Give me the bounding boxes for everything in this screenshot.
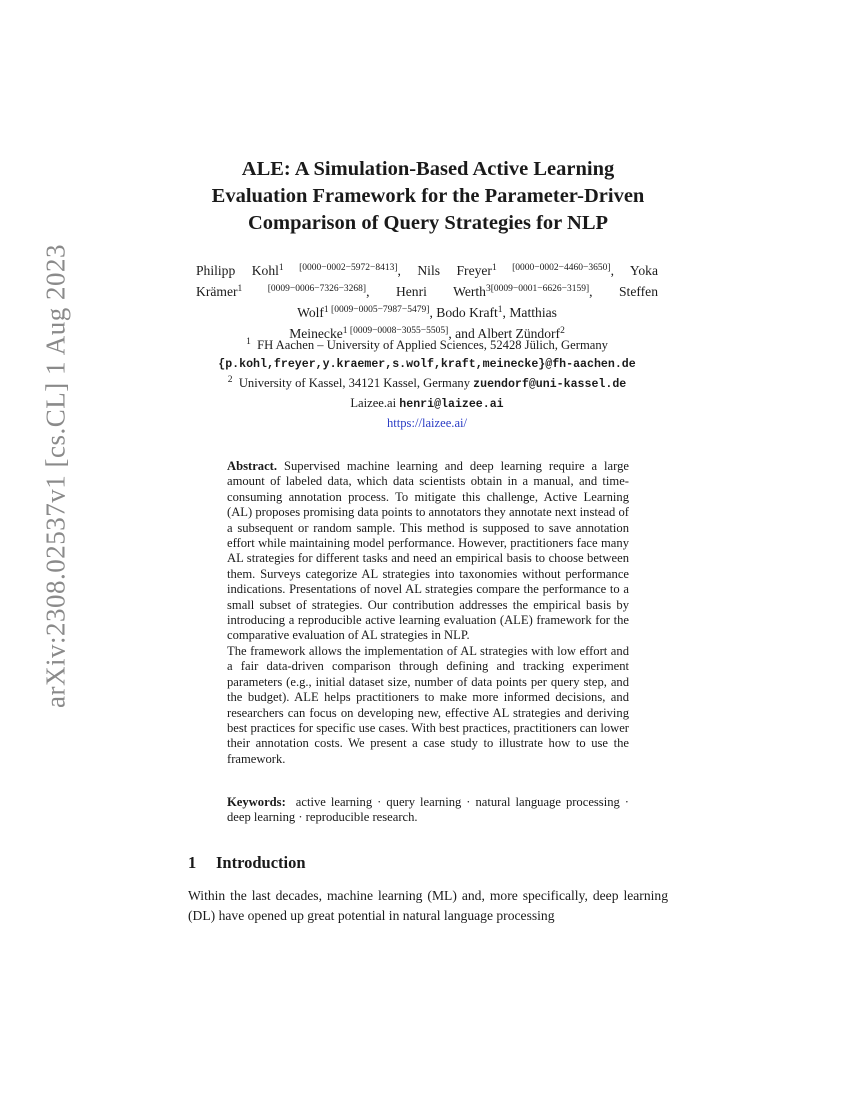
author-kohl-orcid: 1 [0000−0002−5972−8413] [278, 263, 398, 273]
affiliation-3-url-row [190, 414, 664, 432]
author-kraemer-first: , Yoka [610, 263, 658, 278]
affiliation-2-mark: 2 [227, 375, 233, 385]
author-werth-orcid: 3[0009−0001−6626−3159] [485, 284, 590, 294]
author-line-1 [196, 260, 658, 281]
keywords [227, 795, 629, 826]
author-meinecke-orcid: 1 [0009−0008−3055−5505] [342, 326, 449, 336]
arxiv-identifier: arXiv:2308.02537v1 [cs.CL] 1 Aug 2023 [40, 244, 71, 708]
affiliation-3-url-link[interactable]: https://laizee.ai/ [386, 416, 468, 430]
affiliations [190, 336, 664, 432]
author-zuendorf: , and Albert Zündorf [448, 326, 561, 341]
author-freyer-orcid: 1 [0000−0002−4460−3650] [491, 263, 611, 273]
affiliation-1-mark: 1 [246, 337, 251, 347]
author-freyer: , Nils Freyer [397, 263, 492, 278]
author-werth: , Henri Werth [366, 284, 486, 299]
author-meinecke-last: Meinecke [289, 326, 343, 341]
author-list [196, 260, 658, 344]
author-kraft: , Bodo Kraft [429, 305, 498, 320]
author-line-2 [196, 281, 658, 302]
intro-paragraph: Within the last decades, machine learning (ML) and, more specifically, deep learning (DL) have opened up great potential in natural language processing [188, 888, 668, 923]
title-line-1: ALE: A Simulation-Based Active Learning [241, 158, 615, 180]
keywords-text: active learning · query learning · natural language processing · deep learning · reproducible research. [227, 795, 630, 825]
author-line-3 [196, 302, 658, 323]
keywords-label: Keywords: [227, 795, 286, 809]
section-title: Introduction [216, 853, 306, 872]
section-number: 1 [188, 853, 197, 872]
author-kraemer-orcid: 1 [0009−0006−7326−3268] [237, 284, 367, 294]
affiliation-3 [190, 394, 664, 414]
paper-title [150, 156, 706, 237]
affiliation-2-email[interactable]: zuendorf@uni-kassel.de [473, 378, 627, 391]
abstract [227, 459, 629, 767]
author-zuendorf-mark: 2 [560, 326, 565, 336]
author-wolf-first: , Steffen [589, 284, 658, 299]
abstract-paragraph-1 [227, 459, 629, 644]
affiliation-1-emails-row [190, 354, 664, 374]
author-meinecke-first: , Matthias [502, 305, 557, 320]
affiliation-1-text: FH Aachen – University of Applied Sciences, 52428 Jülich, Germany [257, 338, 608, 352]
affiliation-1-emails[interactable]: {p.kohl,freyer,y.kraemer,s.wolf,kraft,meinecke}@fh-aachen.de [218, 358, 636, 371]
abstract-text-2: The framework allows the implementation of AL strategies with low effort and a fair data-driven comparison through defining and tracking experiment parameters (e.g., initial dataset size, number of data points per query step, and the budget). ALE helps practitioners to make more informed decisions, and researchers can focus on developing new, effective AL strategies and deriving best practices for specific use cases. With best practices, practitioners can lower their annotation costs. We present a case study to illustrate how to use the framework. [227, 643, 629, 766]
abstract-text-1: Supervised machine learning and deep learning require a large amount of labeled data, which data scientists obtain in a manual, and time-consuming annotation process. To mitigate this challenge, Active Learning (AL) proposes promising data points to annotators they annotate next instead of a subsequent or random sample. This method is supposed to save annotation effort while maintaining model performance. However, practitioners face many AL strategies for different tasks and need an empirical basis to choose between them. Surveys categorize AL strategies into taxonomies without performance indications. Presentations of novel AL strategies compare the performance to a small subset of strategies. Our contribution addresses the empirical basis by introducing a reproducible active learning evaluation (ALE) framework for the comparative evaluation of AL strategies in NLP. [227, 459, 629, 643]
affiliation-2 [190, 374, 664, 394]
author-wolf-last: Wolf [297, 305, 324, 320]
abstract-paragraph-2 [227, 644, 629, 767]
affiliation-1 [190, 336, 664, 354]
title-line-2: Evaluation Framework for the Parameter-Driven [211, 185, 645, 207]
section-heading [188, 853, 306, 873]
title-line-3: Comparison of Query Strategies for NLP [247, 212, 609, 234]
author-wolf-orcid: 1 [0009−0005−7987−5479] [323, 305, 430, 315]
affiliation-3-text: Laizee.ai [350, 396, 397, 410]
author-kohl: Philipp Kohl [196, 263, 279, 278]
author-kraemer-last: Krämer [196, 284, 238, 299]
affiliation-3-email[interactable]: henri@laizee.ai [399, 398, 504, 411]
author-kraft-mark: 1 [497, 305, 503, 315]
affiliation-2-text: University of Kassel, 34121 Kassel, Germany [238, 376, 471, 390]
abstract-label: Abstract. [227, 459, 278, 473]
